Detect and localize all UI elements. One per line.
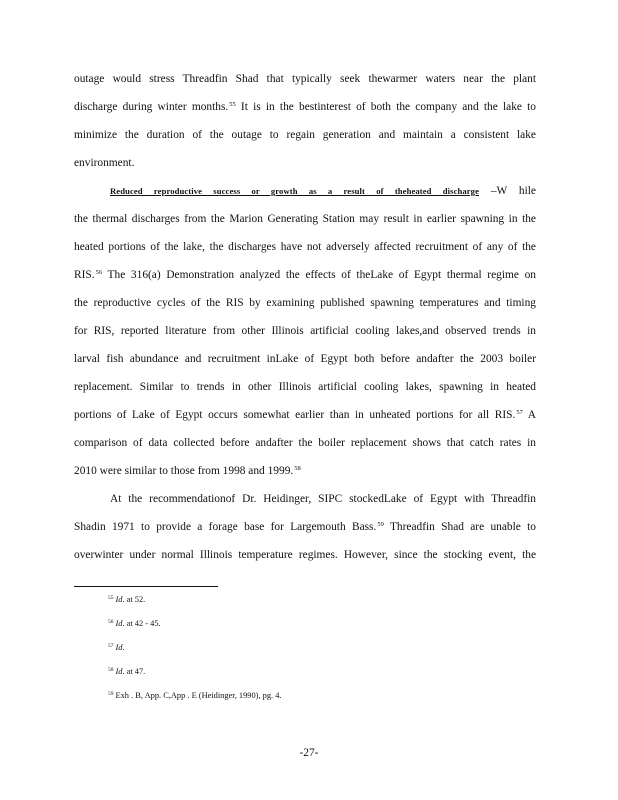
footnote: $^{57}$ Id.: [108, 643, 125, 652]
footnote-ref[interactable]: 55: [229, 101, 236, 108]
body-line: RIS.$^{56}$ The 316(a) Demonstration analyzed the effects of theLake of Egypt thermal regime on: [74, 269, 536, 281]
body-line: portions of Lake of Egypt occurs somewhat earlier than in unheated portions for all RIS.$^{57}$ A: [74, 409, 537, 421]
footnote-ref[interactable]: 56: [95, 269, 103, 276]
section-heading: Reduced reproductive success or growth as a result of theheated discharge –W hile: [110, 185, 536, 197]
body-line: replacement. Similar to trends in other Illinois artificial cooling lakes, spawning in heated: [74, 381, 536, 393]
body-line: comparison of data collected before andafter the boiler replacement shows that catch rates in: [74, 437, 536, 449]
footnote: $^{55}$ Id. at 52.: [108, 595, 146, 604]
footnote-ref[interactable]: 57: [516, 409, 523, 416]
body-line: overwinter under normal Illinois temperature regimes. However, since the stocking event, the: [74, 549, 536, 561]
body-line: the thermal discharges from the Marion Generating Station may result in earlier spawning in the: [74, 213, 536, 225]
footnote: $^{56}$ Id. at 42 - 45.: [108, 619, 161, 628]
heading-underlined-text: Reduced reproductive success or growth as a result of theheated discharge: [110, 186, 479, 196]
footnote-ref[interactable]: 58: [294, 465, 301, 472]
body-line: discharge during winter months.$^{55}$ It is in the bestinterest of both the company and the lake to: [74, 101, 536, 113]
body-line: At the recommendationof Dr. Heidinger, SIPC stockedLake of Egypt with Threadfin: [110, 493, 536, 505]
body-line: 2010 were similar to those from 1998 and 1999.58: [74, 465, 301, 477]
body-line: larval fish abundance and recruitment inLake of Egypt both before andafter the 2003 boiler: [74, 353, 536, 365]
body-line: the reproductive cycles of the RIS by examining published spawning temperatures and timing: [74, 297, 536, 309]
body-line: outage would stress Threadfin Shad that typically seek thewarmer waters near the plant: [74, 73, 536, 85]
body-line: for RIS, reported literature from other Illinois artificial cooling lakes,and observed trends in: [74, 325, 536, 337]
page-number: -27-: [299, 747, 319, 759]
footnote: $^{58}$ Id. at 47.: [108, 667, 146, 676]
footnote: $^{59}$ Exh . B, App. C,App . E (Heidinger, 1990), pg. 4.: [108, 691, 282, 700]
body-line: Shadin 1971 to provide a forage base for Largemouth Bass.$^{59}$ Threadfin Shad are unable to: [74, 521, 536, 533]
body-line: minimize the duration of the outage to regain generation and maintain a consistent lake: [74, 129, 536, 141]
footnote-separator: [74, 586, 218, 587]
footnote-ref[interactable]: 59: [377, 521, 384, 528]
body-line: environment.: [74, 157, 135, 169]
body-line: heated portions of the lake, the discharges have not adversely affected recruitment of any of the: [74, 241, 536, 253]
